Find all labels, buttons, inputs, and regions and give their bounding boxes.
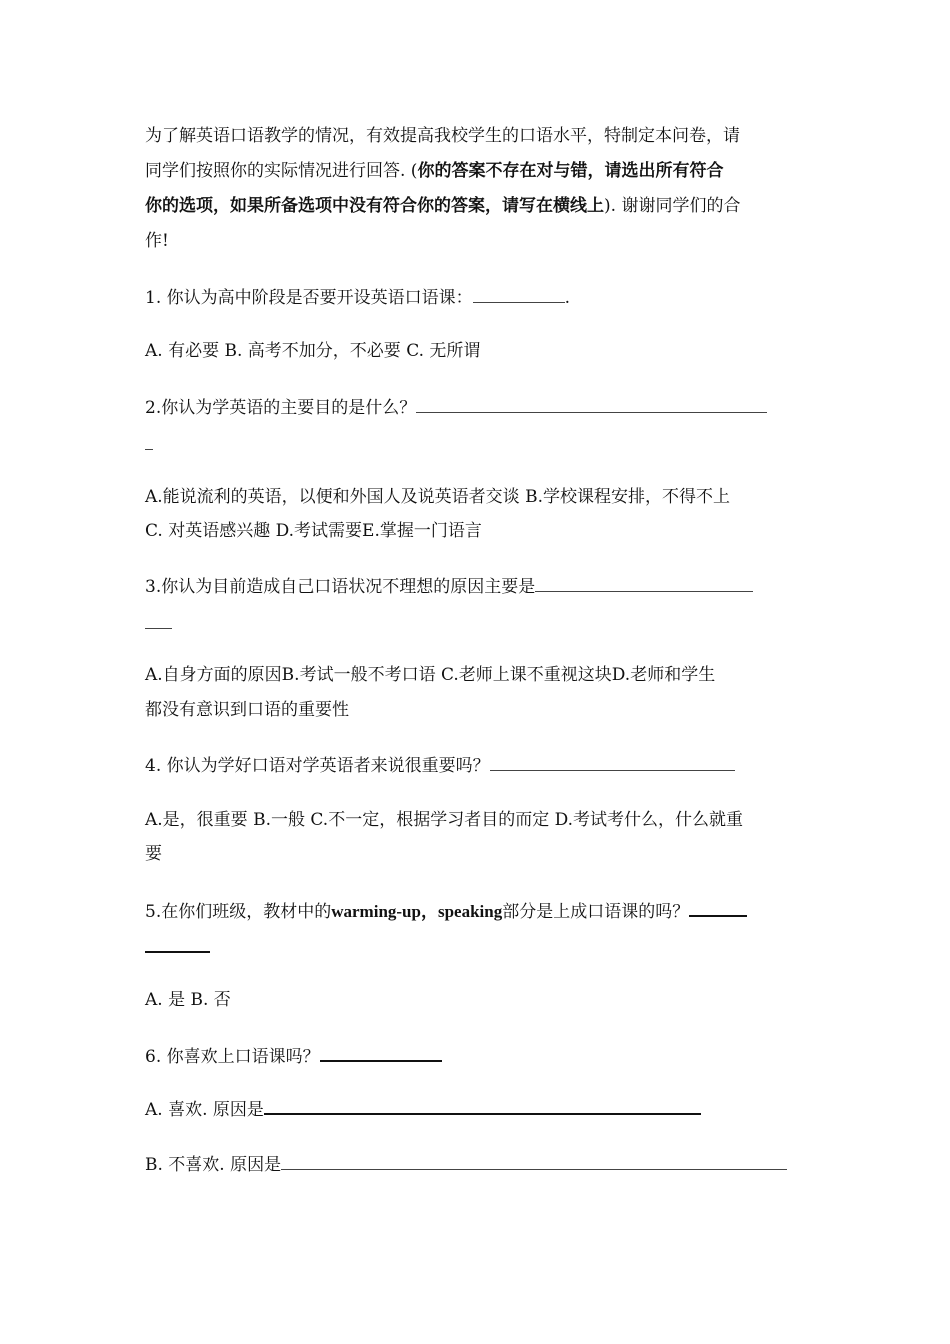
- question-6-answer-blank[interactable]: [320, 1044, 442, 1062]
- question-1-text: 1. 你认为高中阶段是否要开设英语口语课：: [145, 288, 473, 308]
- question-2-text: 2.你认为学英语的主要目的是什么？: [145, 398, 417, 418]
- question-6-text: 6. 你喜欢上口语课吗？: [145, 1047, 320, 1067]
- question-5-text-prefix: 5.在你们班级，教材中的: [145, 902, 332, 922]
- question-2-answer-blank[interactable]: [416, 396, 767, 413]
- intro-line-2: [145, 159, 723, 183]
- question-5-options-text: A. 是 B. 否: [145, 990, 231, 1010]
- question-1-answer-blank[interactable]: [473, 286, 565, 303]
- intro-text-4: 作!: [145, 231, 169, 251]
- question-6-option-a-blank[interactable]: [264, 1097, 701, 1115]
- question-1: [145, 286, 570, 310]
- question-3: [145, 575, 753, 599]
- intro-line-3: [145, 194, 740, 218]
- question-3-answer-blank[interactable]: [535, 575, 753, 592]
- question-4-options-1: [145, 808, 743, 832]
- intro-text-1: 为了解英语口语教学的情况，有效提高我校学生的口语水平，特制定本问卷，请: [145, 126, 740, 146]
- question-4-answer-blank[interactable]: [490, 754, 735, 771]
- question-6-option-b-blank[interactable]: [281, 1153, 787, 1170]
- question-1-options-text: A. 有必要 B. 高考不加分，不必要 C. 无所谓: [145, 341, 481, 361]
- question-4-options-text-2: 要: [145, 844, 162, 864]
- question-5: [145, 899, 747, 924]
- question-2-options-text-2: C. 对英语感兴趣 D.考试需要E.掌握一门语言: [145, 521, 482, 541]
- question-5-answer-blank[interactable]: [689, 899, 747, 917]
- question-4-options-2: [145, 842, 162, 866]
- question-5-blank-continuation: [145, 935, 210, 960]
- question-6-option-a: [145, 1097, 701, 1122]
- question-5-text-suffix: 部分是上成口语课的吗？: [502, 902, 690, 922]
- question-1-end: .: [564, 288, 571, 308]
- intro-bold-text-3: 你的选项，如果所备选项中没有符合你的答案，请写在横线上: [145, 196, 604, 216]
- question-2-options-2: [145, 519, 482, 543]
- question-2-options-1: [145, 485, 730, 509]
- question-2-options-text-1: A.能说流利的英语，以便和外国人及说英语者交谈 B.学校课程安排，不得不上: [145, 487, 730, 507]
- question-5-answer-blank-tail[interactable]: [145, 935, 210, 953]
- question-4-text: 4. 你认为学好口语对学英语者来说很重要吗？: [145, 756, 490, 776]
- question-3-answer-blank-tail[interactable]: [145, 612, 172, 629]
- question-3-text: 3.你认为目前造成自己口语状况不理想的原因主要是: [145, 577, 536, 597]
- question-1-options: [145, 339, 480, 363]
- intro-text-3: ). 谢谢同学们的合: [604, 196, 741, 216]
- question-5-text-bold: warming-up，speaking: [331, 902, 503, 921]
- question-5-options: [145, 988, 231, 1012]
- question-3-options-text-2: 都没有意识到口语的重要性: [145, 700, 349, 720]
- intro-line-4: [145, 229, 169, 253]
- question-3-options-text-1: A.自身方面的原因B.考试一般不考口语 C.老师上课不重视这块D.老师和学生: [145, 665, 716, 685]
- question-3-options-1: [145, 663, 715, 687]
- question-6-option-b: [145, 1153, 787, 1177]
- intro-text-2: 同学们按照你的实际情况进行回答. (: [145, 161, 418, 181]
- question-6-option-a-text: A. 喜欢. 原因是: [145, 1100, 264, 1120]
- question-2: [145, 396, 767, 420]
- question-2-blank-continuation: [145, 433, 153, 457]
- question-3-options-2: [145, 698, 349, 722]
- question-6-option-b-text: B. 不喜欢. 原因是: [145, 1155, 282, 1175]
- question-4-options-text-1: A.是，很重要 B.一般 C.不一定，根据学习者目的而定 D.考试考什么，什么就重: [145, 810, 744, 830]
- intro-line-1: [145, 124, 740, 148]
- intro-bold-text-2: 你的答案不存在对与错，请选出所有符合: [417, 161, 724, 181]
- question-2-answer-blank-tail[interactable]: [145, 433, 153, 450]
- question-4: [145, 754, 735, 778]
- question-3-blank-continuation: [145, 612, 172, 636]
- question-6: [145, 1044, 442, 1069]
